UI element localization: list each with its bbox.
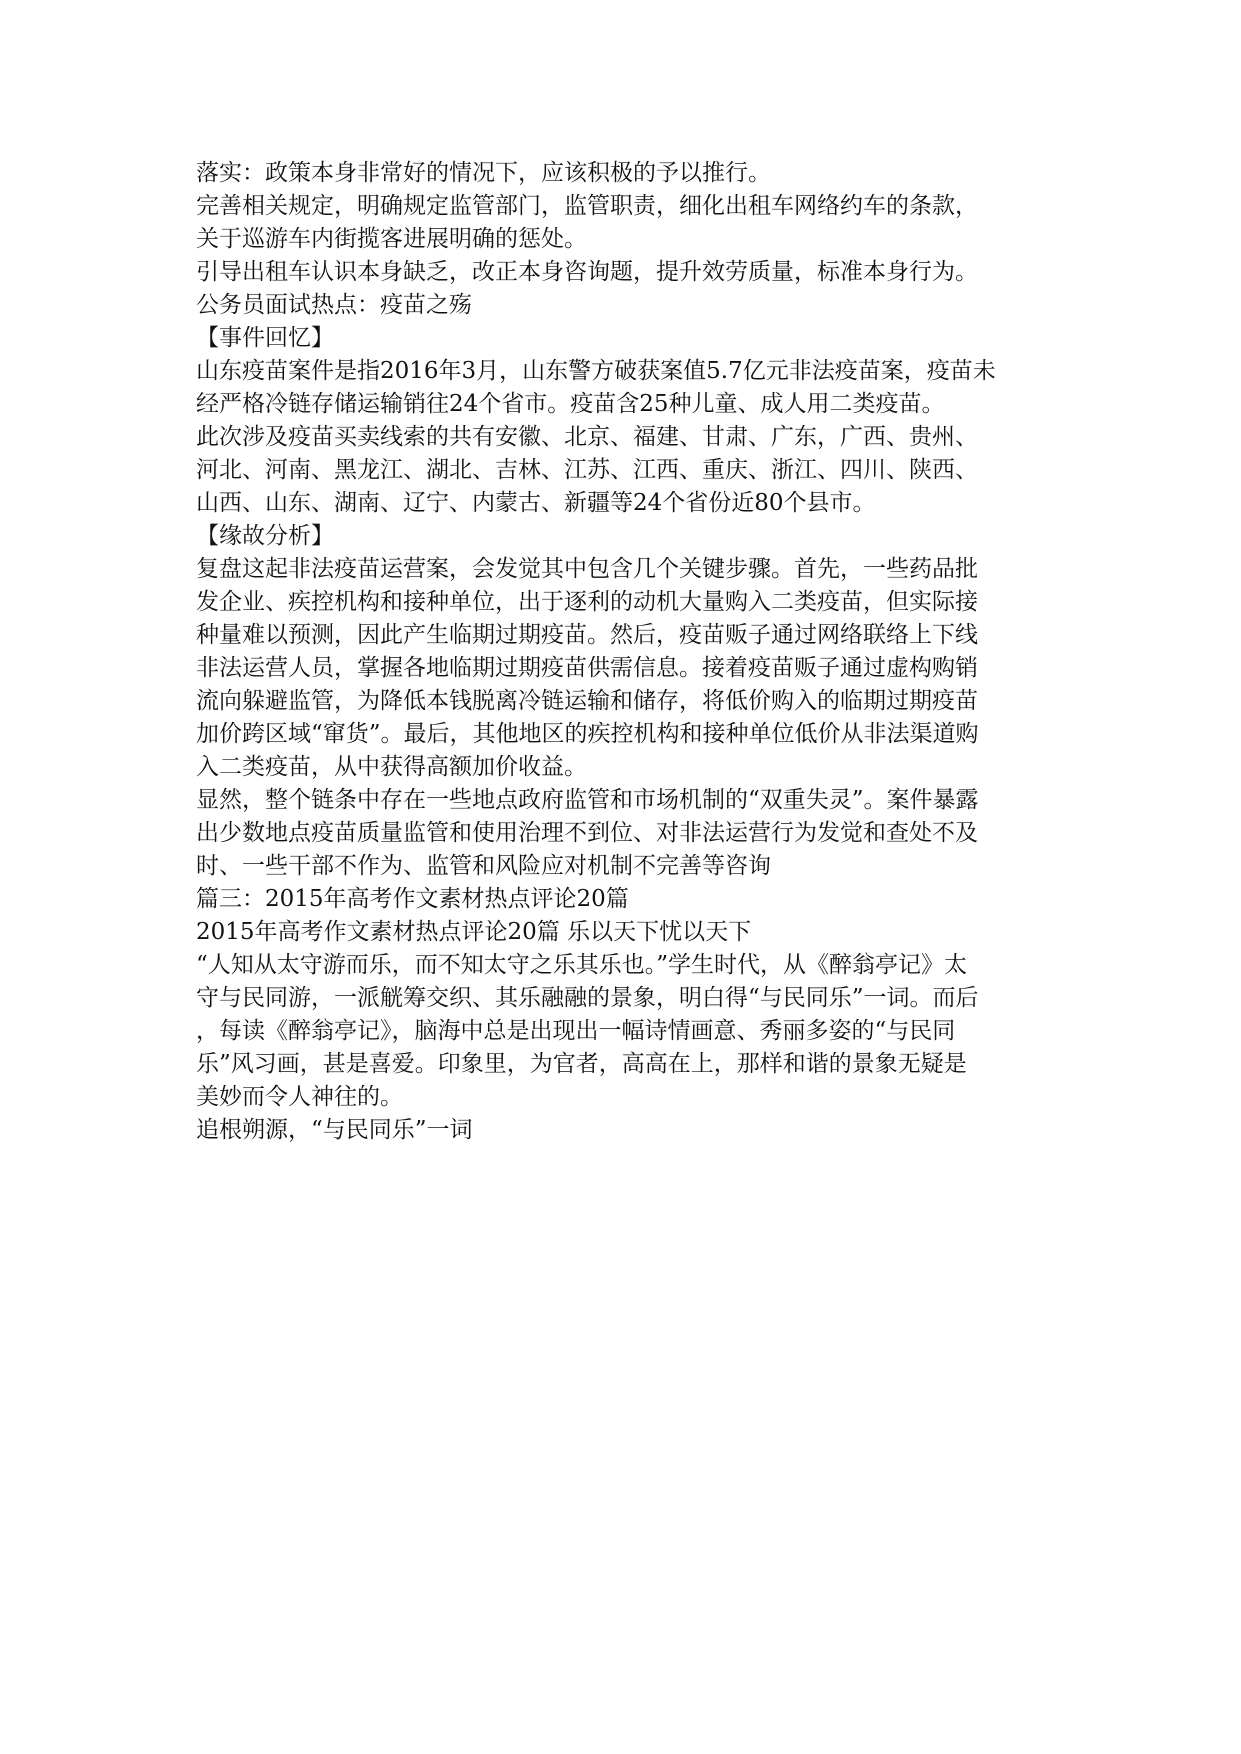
text-line: “人知从太守游而乐，而不知太守之乐其乐也。”学生时代，从《醉翁亭记》太	[196, 952, 968, 978]
heading-cause-analysis	[196, 520, 1056, 553]
essay-subtitle	[196, 916, 1056, 949]
text-line: 复盘这起非法疫苗运营案，会发觉其中包含几个关键步骤。首先，一些药品批	[196, 556, 978, 582]
text-line: 发企业、疾控机构和接种单位，出于逐利的动机大量购入二类疫苗，但实际接	[196, 589, 978, 615]
text-line: 此次涉及疫苗买卖线索的共有安徽、北京、福建、甘肃、广东，广西、贵州、	[196, 424, 978, 450]
text-line: 山西、山东、湖南、辽宁、内蒙古、新疆等24个省份近80个县市。	[196, 490, 876, 516]
paragraph-essay	[196, 949, 1056, 1114]
text-line: 出少数地点疫苗质量监管和使用治理不到位、对非法运营行为发觉和查处不及	[196, 820, 978, 846]
text-line: 公务员面试热点：疫苗之殇	[196, 292, 472, 318]
section-title-vaccine	[196, 289, 1056, 322]
text-line: ，每读《醉翁亭记》，脑海中总是出现出一幅诗情画意、秀丽多姿的“与民同	[196, 1018, 956, 1044]
text-line: 完善相关规定，明确规定监管部门，监管职责，细化出租车网络约车的条款，	[196, 193, 978, 219]
heading-event-review	[196, 322, 1056, 355]
text-line: 流向躲避监管，为降低本钱脱离冷链运输和储存，将低价购入的临期过期疫苗	[196, 688, 978, 714]
text-line: 非法运营人员，掌握各地临期过期疫苗供需信息。接着疫苗贩子通过虚构购销	[196, 655, 978, 681]
text-line: 篇三：2015年高考作文素材热点评论20篇	[196, 886, 629, 912]
text-line: 美妙而令人神往的。	[196, 1084, 403, 1110]
text-line: 河北、河南、黑龙江、湖北、吉林、江苏、江西、重庆、浙江、四川、陕西、	[196, 457, 978, 483]
paragraph-conclusion	[196, 784, 1056, 883]
text-line: 时、一些干部不作为、监管和风险应对机制不完善等咨询	[196, 853, 771, 879]
text-line: 种量难以预测，因此产生临期过期疫苗。然后，疫苗贩子通过网络联络上下线	[196, 622, 978, 648]
text-line: 显然，整个链条中存在一些地点政府监管和市场机制的“双重失灵”。案件暴露	[196, 787, 979, 813]
text-line: 落实：政策本身非常好的情况下，应该积极的予以推行。	[196, 160, 771, 186]
text-line: 经严格冷链存储运输销往24个省市。疫苗含25种儿童、成人用二类疫苗。	[196, 391, 945, 417]
text-line: 乐”风习画，甚是喜爱。印象里，为官者，高高在上，那样和谐的景象无疑是	[196, 1051, 967, 1077]
paragraph-analysis	[196, 553, 1056, 784]
paragraph-origin	[196, 1114, 1056, 1147]
text-line: 【缘故分析】	[196, 523, 334, 549]
text-line: 【事件回忆】	[196, 325, 334, 351]
paragraph-2	[196, 190, 1056, 256]
text-line: 追根朔源，“与民同乐”一词	[196, 1117, 473, 1143]
paragraph-provinces	[196, 421, 1056, 520]
text-line: 守与民同游，一派觥筹交织、其乐融融的景象，明白得“与民同乐”一词。而后	[196, 985, 979, 1011]
text-line: 2015年高考作文素材热点评论20篇 乐以天下忧以天下	[196, 919, 752, 945]
paragraph-event	[196, 355, 1056, 421]
text-line: 加价跨区域“窜货”。最后，其他地区的疾控机构和接种单位低价从非法渠道购	[196, 721, 979, 747]
text-line: 关于巡游车内街揽客进展明确的惩处。	[196, 226, 587, 252]
section-title-essay	[196, 883, 1056, 916]
text-line: 山东疫苗案件是指2016年3月，山东警方破获案值5.7亿元非法疫苗案，疫苗未	[196, 358, 996, 384]
text-line: 入二类疫苗，从中获得高额加价收益。	[196, 754, 587, 780]
paragraph-1	[196, 157, 1056, 190]
text-line: 引导出租车认识本身缺乏，改正本身咨询题，提升效劳质量，标准本身行为。	[196, 259, 978, 285]
document-body	[196, 157, 1056, 1147]
paragraph-3	[196, 256, 1056, 289]
